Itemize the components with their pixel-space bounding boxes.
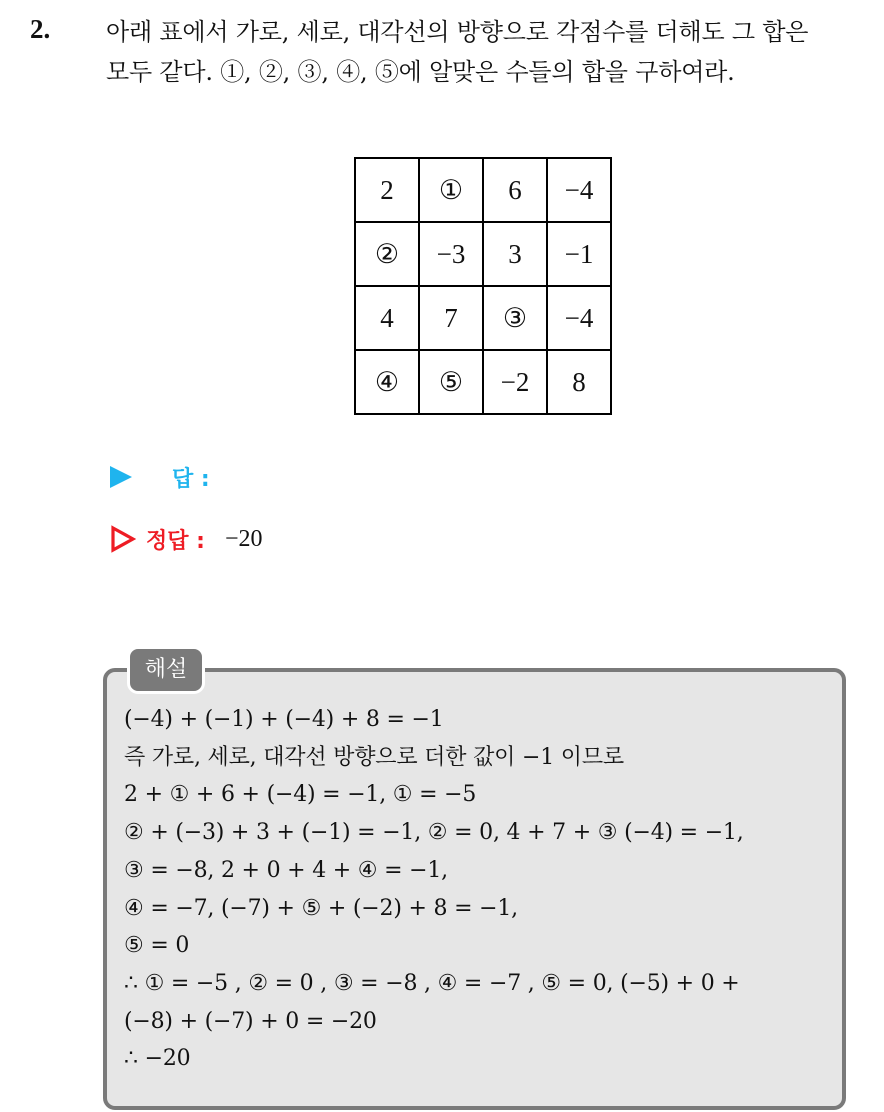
table-row [355, 350, 611, 414]
table-cell: ② [355, 222, 419, 286]
solution-line: 즉 가로, 세로, 대각선 방향으로 더한 값이 −1 이므로 [124, 744, 624, 770]
table-cell: 3 [483, 222, 547, 286]
table-cell: −2 [483, 350, 547, 414]
correct-answer-row [110, 522, 263, 556]
table-row [355, 286, 611, 350]
table-cell: −1 [547, 222, 611, 286]
solution-line: ∴ −20 [124, 1046, 191, 1072]
answer-label: 답 : [172, 466, 210, 492]
solution-line: 2 + ① + 6 + (−4) = −1, ① = −5 [124, 782, 477, 808]
question-text [106, 12, 876, 92]
answer-row [110, 462, 210, 492]
solution-tab-label: 해설 [127, 646, 205, 694]
solution-line: (−8) + (−7) + 0 = −20 [124, 1008, 377, 1034]
solid-triangle-play-icon [110, 466, 132, 488]
solution-line: ③ = −8, 2 + 0 + 4 + ④ = −1, [124, 857, 448, 883]
table-cell: ④ [355, 350, 419, 414]
table-cell: −4 [547, 158, 611, 222]
table-cell: 2 [355, 158, 419, 222]
correct-answer-value: −20 [224, 525, 263, 552]
solution-line: ② + (−3) + 3 + (−1) = −1, ② = 0, 4 + 7 + ③ (−4) = −1, [124, 820, 744, 846]
table-cell: ① [419, 158, 483, 222]
table-cell: −4 [547, 286, 611, 350]
solution-line: (−4) + (−1) + (−4) + 8 = −1 [124, 707, 444, 732]
magic-square-table [354, 157, 612, 415]
table-row [355, 158, 611, 222]
table-cell: 7 [419, 286, 483, 350]
table-cell: 4 [355, 286, 419, 350]
solution-text [124, 701, 834, 1078]
table-cell: 8 [547, 350, 611, 414]
solution-line: ④ = −7, (−7) + ⑤ + (−2) + 8 = −1, [124, 895, 518, 921]
table-cell: 6 [483, 158, 547, 222]
question-line: 모두 같다. ①, ②, ③, ④, ⑤에 알맞은 수들의 합을 구하여라. [106, 58, 735, 86]
solution-line: ⑤ = 0 [124, 933, 190, 959]
table-cell: −3 [419, 222, 483, 286]
table-cell: ③ [483, 286, 547, 350]
question-number: 2. [30, 14, 51, 44]
question-line: 아래 표에서 가로, 세로, 대각선의 방향으로 각점수를 더해도 그 합은 [106, 18, 809, 46]
hollow-triangle-icon [110, 525, 136, 553]
correct-answer-label: 정답 : [146, 528, 205, 554]
solution-line: ∴ ① = −5 , ② = 0 , ③ = −8 , ④ = −7 , ⑤ = 0, (−5) + 0 + [124, 970, 740, 996]
table-cell: ⑤ [419, 350, 483, 414]
table-row [355, 222, 611, 286]
